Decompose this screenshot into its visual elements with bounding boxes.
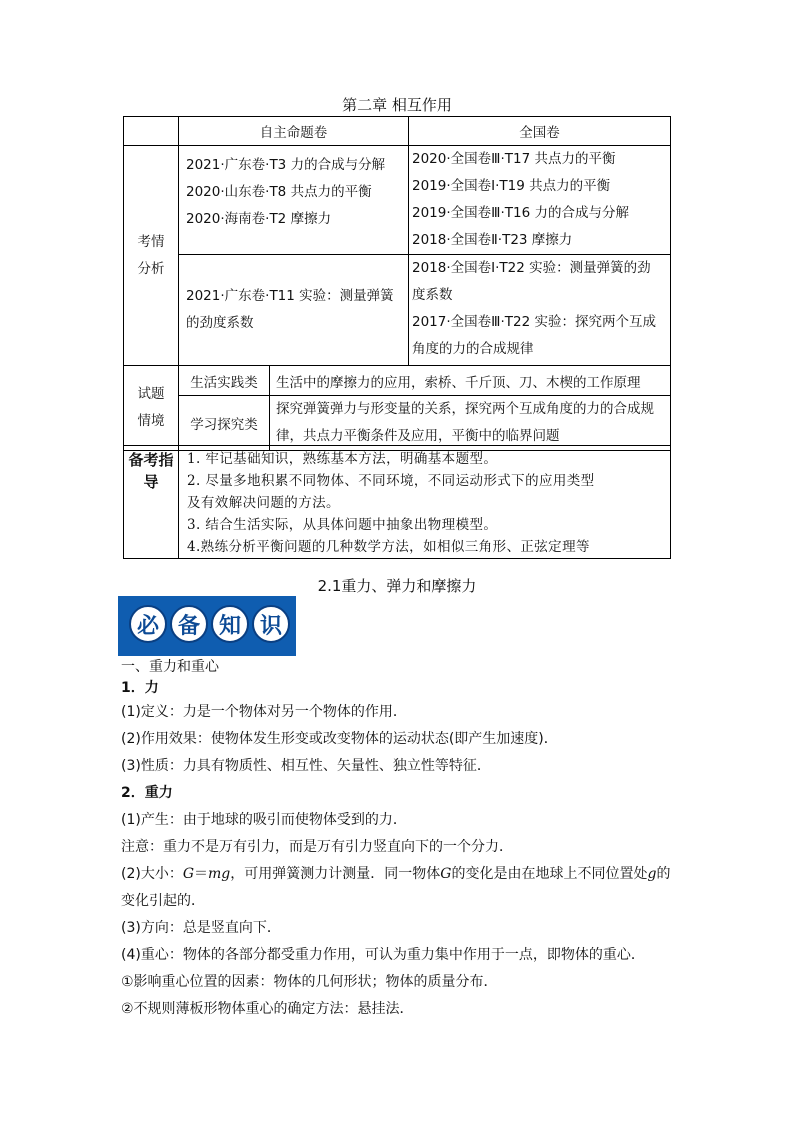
- banner-char-badge: 识: [252, 605, 290, 643]
- prep-guide-table: [123, 445, 671, 559]
- paragraph: ①影响重心位置的因素：物体的几何形状；物体的质量分布．: [121, 974, 498, 990]
- paragraph: (3)方向：总是竖直向下．: [121, 920, 281, 936]
- list-item: 及有效解决问题的方法。: [187, 495, 340, 511]
- list-item: 的劲度系数: [186, 315, 254, 331]
- paragraph: (1)定义：力是一个物体对另一个物体的作用．: [121, 704, 407, 720]
- self-exam-cell-1: [179, 146, 409, 255]
- heading-force: 1．力: [121, 680, 159, 696]
- paragraph: (2)作用效果：使物体发生形变或改变物体的运动状态(即产生加速度)．: [121, 731, 558, 747]
- chapter-title: 第二章 相互作用: [342, 96, 452, 114]
- corner-cell: [124, 117, 179, 146]
- list-item: 2020·海南卷·T2 摩擦力: [186, 211, 332, 227]
- list-item: 2019·全国卷Ⅲ·T16 力的合成与分解: [412, 205, 629, 221]
- scenario-label: 试题 情境: [124, 366, 179, 451]
- banner-char-badge: 知: [211, 605, 249, 643]
- banner-char-badge: 备: [170, 605, 208, 643]
- scenario-type: 生活实践类: [179, 366, 270, 396]
- section-title: 2.1重力、弹力和摩擦力: [317, 577, 477, 595]
- list-item: 2021·广东卷·T11 实验：测量弹簧: [186, 288, 394, 304]
- paragraph: (4)重心：物体的各部分都受重力作用，可认为重力集中作用于一点，即物体的重心．: [121, 947, 645, 963]
- paragraph: (3)性质：力具有物质性、相互性、矢量性、独立性等特征．: [121, 758, 491, 774]
- exam-analysis-label: 考情 分析: [124, 146, 179, 366]
- list-item: 角度的力的合成规律: [412, 341, 534, 357]
- banner-char-badge: 必: [129, 605, 167, 643]
- paragraph: 变化引起的．: [121, 893, 205, 909]
- list-item: 2017·全国卷Ⅲ·T22 实验：探究两个互成: [412, 314, 656, 330]
- list-item: 2021·广东卷·T3 力的合成与分解: [186, 157, 386, 173]
- scenario-content: 生活中的摩擦力的应用，索桥、千斤顶、刀、木楔的工作原理: [270, 366, 671, 396]
- paragraph: ②不规则薄板形物体重心的确定方法：悬挂法．: [121, 1001, 414, 1017]
- list-item: 2018·全国卷Ⅱ·T23 摩擦力: [412, 232, 573, 248]
- exam-analysis-table: [123, 116, 671, 451]
- header-self-exam: 自主命题卷: [179, 117, 409, 146]
- national-exam-cell-1: [409, 146, 671, 255]
- paragraph: (1)产生：由于地球的吸引而使物体受到的力．: [121, 812, 407, 828]
- content-body: [121, 657, 681, 1023]
- heading-gravity: 2．重力: [121, 785, 173, 801]
- prep-guide-label: 备考指 导: [124, 446, 179, 559]
- scenario-content: 探究弹簧弹力与形变量的关系，探究两个互成角度的力的合成规 律，共点力平衡条件及应用，平衡中的临界问题: [270, 396, 671, 451]
- list-item: 度系数: [412, 287, 453, 303]
- list-item: 2020·全国卷Ⅲ·T17 共点力的平衡: [412, 151, 616, 167]
- scenario-type: 学习探究类: [179, 396, 270, 451]
- list-item: 2020·山东卷·T8 共点力的平衡: [186, 184, 372, 200]
- list-item: 2018·全国卷Ⅰ·T22 实验：测量弹簧的劲: [412, 260, 651, 276]
- national-exam-cell-2: [409, 255, 671, 366]
- paragraph: 注意：重力不是万有引力，而是万有引力竖直向下的一个分力．: [121, 839, 513, 855]
- essential-knowledge-banner: [118, 596, 296, 656]
- list-item: 2019·全国卷Ⅰ·T19 共点力的平衡: [412, 178, 611, 194]
- paragraph-size: (2)大小：G＝mg，可用弹簧测力计测量．同一物体G的变化是由在地球上不同位置处g的: [121, 866, 671, 882]
- self-exam-cell-2: [179, 255, 409, 366]
- heading-gravity-center: 一、重力和重心: [121, 659, 219, 675]
- list-item: 1. 牢记基础知识，熟练基本方法，明确基本题型。: [187, 451, 498, 467]
- header-national-exam: 全国卷: [409, 117, 671, 146]
- list-item: 4.熟练分析平衡问题的几种数学方法，如相似三角形、正弦定理等: [187, 539, 590, 555]
- list-item: 3. 结合生活实际，从具体问题中抽象出物理模型。: [187, 517, 498, 533]
- list-item: 2. 尽量多地积累不同物体、不同环境，不同运动形式下的应用类型: [187, 473, 595, 489]
- prep-guide-list: [179, 446, 671, 559]
